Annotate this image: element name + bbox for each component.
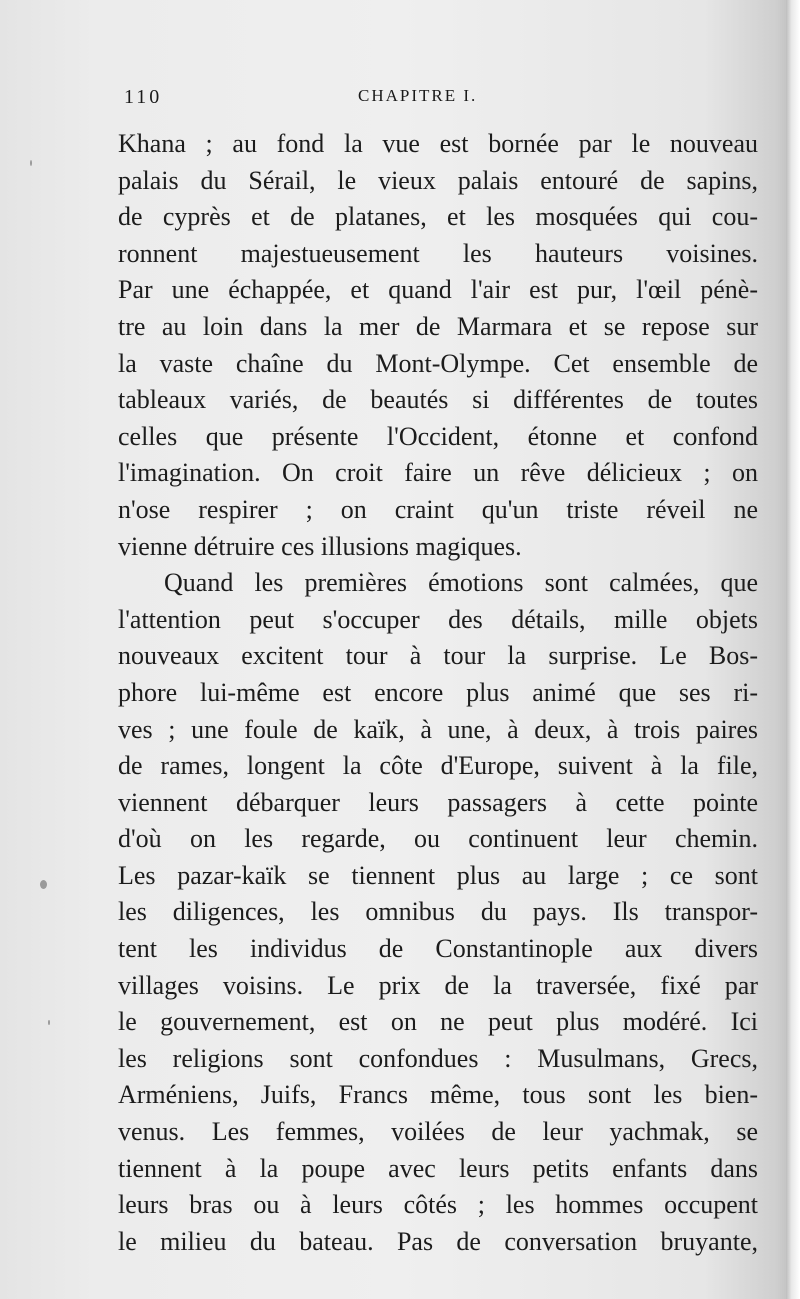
text-line: l'imagination. On croit faire un rêve délicieux ; on (118, 458, 758, 488)
text-line: ves ; une foule de kaïk, à une, à deux, à trois paires (118, 714, 758, 744)
text-line: de rames, longent la côte d'Europe, suivent à la file, (118, 751, 758, 781)
text-line: les diligences, les omnibus du pays. Ils transpor- (118, 897, 758, 927)
running-head: CHAPITRE I. (358, 86, 478, 105)
body-text (118, 126, 758, 1260)
text-line: Les pazar-kaïk se tiennent plus au large ; ce sont (118, 860, 758, 890)
text-line: Arméniens, Juifs, Francs même, tous sont les bien- (118, 1080, 758, 1110)
text-line: d'où on les regarde, ou continuent leur chemin. (118, 824, 758, 854)
text-line: la vaste chaîne du Mont-Olympe. Cet ensemble de (118, 348, 758, 378)
text-line: nouveaux excitent tour à tour la surprise. Le Bos- (118, 641, 758, 671)
text-line: celles que présente l'Occident, étonne et confond (118, 421, 758, 451)
text-line: Par une échappée, et quand l'air est pur, l'œil pénè- (118, 275, 758, 305)
text-line: palais du Sérail, le vieux palais entouré de sapins, (118, 165, 758, 195)
paper-speck (40, 880, 47, 889)
text-line: phore lui-même est encore plus animé que ses ri- (118, 677, 758, 707)
text-line: ronnent majestueusement les hauteurs voisines. (118, 238, 758, 268)
text-line: de cyprès et de platanes, et les mosquées qui cou- (118, 202, 758, 232)
page-binding-edge (786, 0, 800, 1299)
page-header (118, 86, 758, 114)
text-line: venus. Les femmes, voilées de leur yachmak, se (118, 1117, 758, 1147)
text-line: tre au loin dans la mer de Marmara et se repose sur (118, 311, 758, 341)
text-line: n'ose respirer ; on craint qu'un triste réveil ne (118, 494, 758, 524)
paper-speck (48, 1020, 50, 1025)
text-line: tableaux variés, de beautés si différentes de toutes (118, 385, 758, 415)
text-line: vienne détruire ces illusions magiques. (118, 531, 522, 561)
text-line: le gouvernement, est on ne peut plus modéré. Ici (118, 1007, 758, 1037)
text-line: l'attention peut s'occuper des détails, mille objets (118, 604, 758, 634)
text-line: les religions sont confondues : Musulmans, Grecs, (118, 1043, 758, 1073)
text-line: tiennent à la poupe avec leurs petits enfants dans (118, 1153, 758, 1183)
text-line: Khana ; au fond la vue est bornée par le nouveau (118, 129, 758, 158)
text-line: Quand les premières émotions sont calmées, que (164, 568, 758, 598)
text-line: le milieu du bateau. Pas de conversation bruyante, (118, 1226, 758, 1256)
paper-speck (30, 160, 32, 166)
text-line: viennent débarquer leurs passagers à cette pointe (118, 787, 758, 817)
text-line: villages voisins. Le prix de la traversée, fixé par (118, 970, 758, 1000)
text-line: leurs bras ou à leurs côtés ; les hommes occupent (118, 1190, 758, 1220)
text-line: tent les individus de Constantinople aux divers (118, 934, 758, 964)
page-number: 110 (124, 86, 163, 108)
